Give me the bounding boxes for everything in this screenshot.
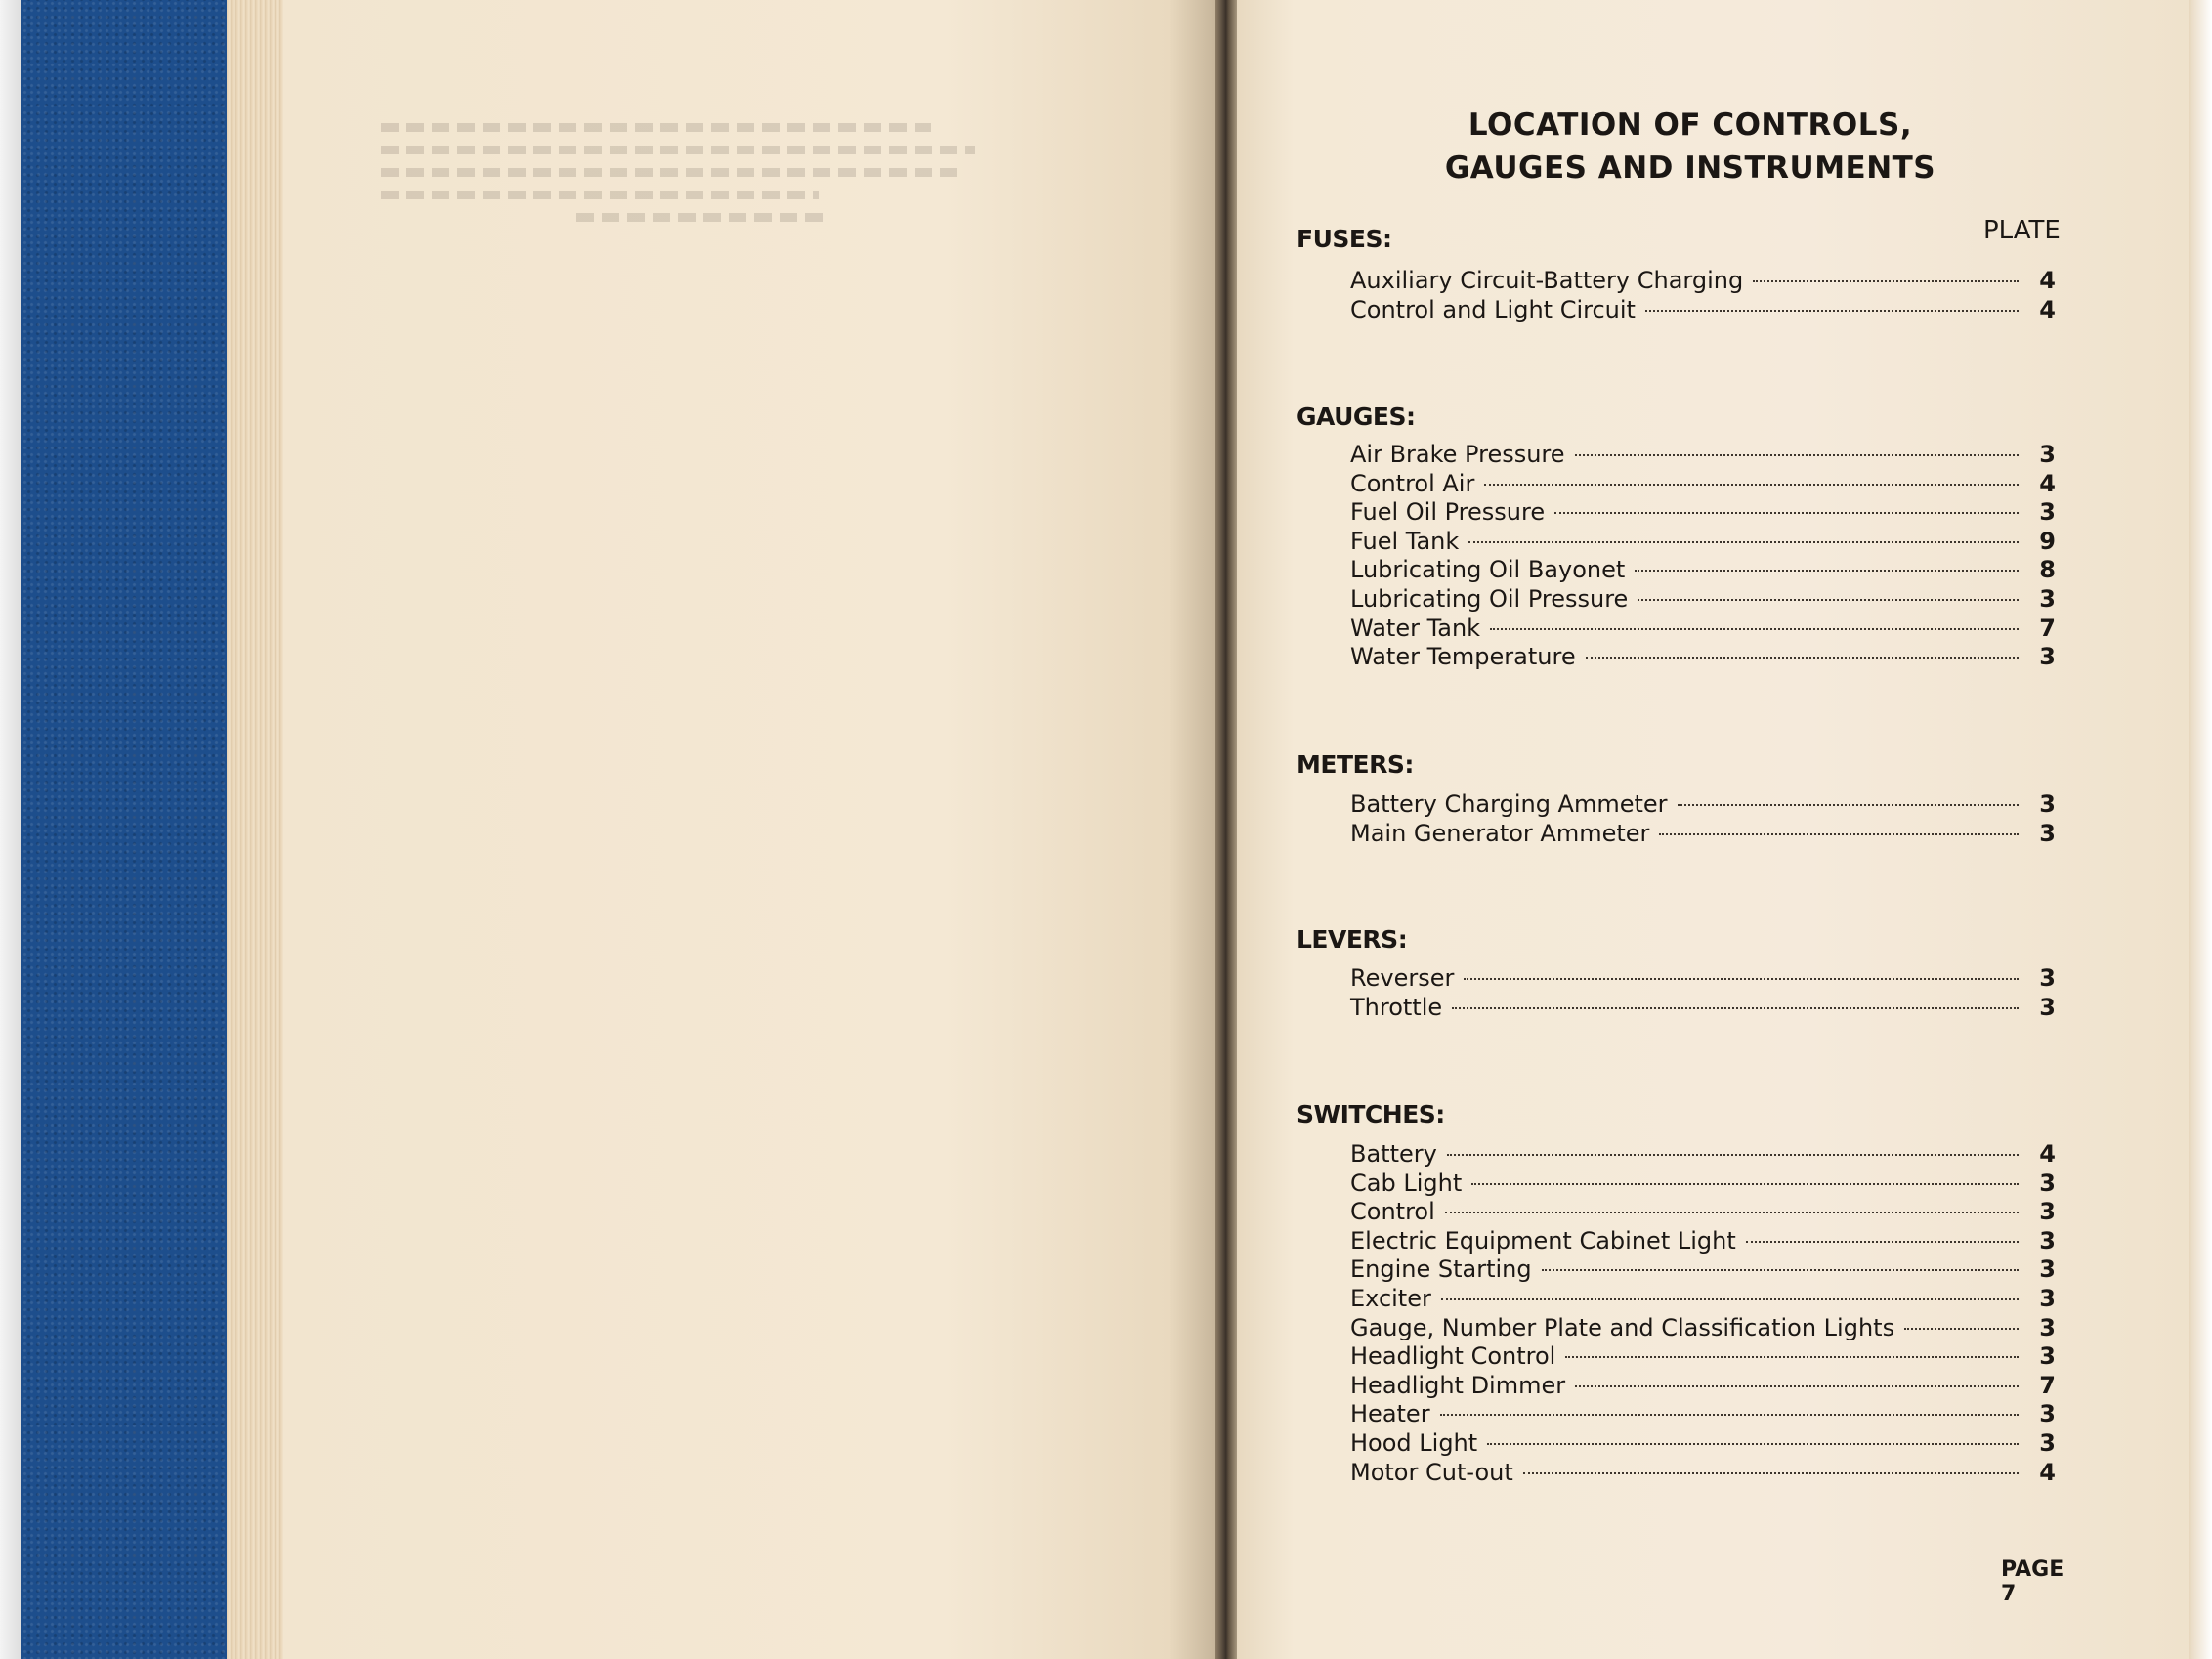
dot-leader: [1746, 1241, 2019, 1243]
dot-leader: [1753, 280, 2019, 282]
plate-number: 3: [2039, 1285, 2056, 1312]
plate-number: 3: [2039, 993, 2056, 1021]
dot-leader: [1468, 541, 2019, 543]
page-title-line2: GAUGES AND INSTRUMENTS: [1444, 150, 1936, 186]
item-name: Main Generator Ammeter: [1350, 819, 1650, 847]
dot-leader: [1471, 1183, 2019, 1185]
plate-number: 3: [2039, 498, 2056, 527]
plate-number: 3: [2039, 585, 2056, 613]
item-name: Engine Starting: [1350, 1255, 1532, 1284]
index-row: [1350, 1255, 2056, 1284]
dot-leader: [1678, 804, 2019, 806]
index-row: [1350, 440, 2056, 469]
section-heading: FUSES:: [1297, 225, 1392, 253]
dot-leader: [1523, 1472, 2019, 1474]
item-name: Fuel Oil Pressure: [1350, 498, 1546, 527]
dot-leader: [1440, 1414, 2019, 1416]
item-name: Heater: [1350, 1400, 1430, 1428]
item-name: Lubricating Oil Pressure: [1350, 585, 1629, 613]
item-name: Throttle: [1350, 993, 1443, 1021]
dot-leader: [1586, 657, 2019, 659]
index-row: [1350, 993, 2056, 1022]
item-name: Water Temperature: [1350, 643, 1576, 671]
index-row: [1350, 1139, 2056, 1169]
section-heading: LEVERS:: [1297, 925, 1408, 954]
dot-leader: [1441, 1298, 2019, 1300]
item-name: Reverser: [1350, 964, 1455, 992]
section-heading: GAUGES:: [1297, 403, 1416, 431]
index-row: [1350, 1313, 2056, 1342]
dot-leader: [1638, 599, 2019, 601]
plate-number: 4: [2039, 267, 2056, 294]
dot-leader: [1464, 978, 2019, 980]
dot-leader: [1659, 833, 2019, 835]
dot-leader: [1575, 454, 2019, 456]
plate-column-header: PLATE: [1983, 216, 2061, 245]
index-row: [1350, 789, 2056, 819]
scan-margin-right: [2189, 0, 2212, 1659]
dot-leader: [1484, 484, 2019, 486]
plate-number: 3: [2039, 441, 2056, 468]
index-row: [1350, 1458, 2056, 1487]
dot-leader: [1452, 1007, 2019, 1009]
index-row: [1350, 527, 2056, 556]
index-row: [1350, 1341, 2056, 1371]
plate-number: 7: [2039, 1371, 2056, 1399]
blue-cloth-cover: [21, 0, 236, 1659]
item-name: Air Brake Pressure: [1350, 441, 1565, 468]
plate-number: 4: [2039, 1458, 2056, 1486]
index-row: [1350, 819, 2056, 848]
index-row: [1350, 1399, 2056, 1428]
plate-number: 3: [2039, 1400, 2056, 1428]
index-row: [1350, 1284, 2056, 1313]
page-number: PAGE 7: [2001, 1557, 2064, 1606]
item-name: Exciter: [1350, 1285, 1431, 1312]
dot-leader: [1645, 310, 2019, 312]
section-heading: SWITCHES:: [1297, 1100, 1445, 1128]
page-title-line1: LOCATION OF CONTROLS,: [1468, 107, 1913, 143]
plate-number: 3: [2039, 1226, 2056, 1255]
index-row: [1350, 642, 2056, 671]
index-row: [1350, 555, 2056, 584]
plate-number: 3: [2039, 1255, 2056, 1284]
item-name: Headlight Dimmer: [1350, 1371, 1566, 1399]
index-row: [1350, 266, 2056, 295]
section-heading: METERS:: [1297, 750, 1414, 779]
plate-number: 3: [2039, 1342, 2056, 1371]
dot-leader: [1635, 570, 2019, 572]
item-name: Control and Light Circuit: [1350, 295, 1636, 323]
dot-leader: [1490, 628, 2019, 630]
plate-number: 3: [2039, 643, 2056, 671]
item-name: Gauge, Number Plate and Classification Lights: [1350, 1313, 1895, 1341]
plate-number: 3: [2039, 1429, 2056, 1457]
item-name: Auxiliary Circuit-Battery Charging: [1350, 267, 1744, 294]
index-row: [1350, 469, 2056, 498]
plate-number: 3: [2039, 1198, 2056, 1226]
dot-leader: [1554, 512, 2019, 514]
dot-leader: [1447, 1154, 2019, 1156]
item-name: Battery Charging Ammeter: [1350, 790, 1668, 818]
book-gutter: [1215, 0, 1239, 1659]
dot-leader: [1575, 1385, 2019, 1387]
index-row: [1350, 584, 2056, 614]
item-name: Water Tank: [1350, 614, 1481, 642]
plate-number: 3: [2039, 790, 2056, 818]
plate-number: 3: [2039, 819, 2056, 847]
dot-leader: [1445, 1212, 2019, 1213]
dot-leader: [1565, 1356, 2019, 1358]
plate-number: 3: [2039, 964, 2056, 992]
dot-leader: [1487, 1443, 2019, 1445]
index-row: [1350, 614, 2056, 643]
index-row: [1350, 1197, 2056, 1226]
item-name: Control Air: [1350, 469, 1475, 497]
item-name: Lubricating Oil Bayonet: [1350, 556, 1626, 584]
dot-leader: [1542, 1269, 2019, 1271]
index-row: [1350, 1371, 2056, 1400]
index-row: [1350, 1169, 2056, 1198]
plate-number: 4: [2039, 469, 2056, 497]
item-name: Hood Light: [1350, 1429, 1478, 1457]
item-name: Electric Equipment Cabinet Light: [1350, 1226, 1736, 1255]
plate-number: 9: [2039, 527, 2056, 555]
item-name: Cab Light: [1350, 1169, 1463, 1197]
index-row: [1350, 295, 2056, 324]
item-name: Motor Cut-out: [1350, 1458, 1513, 1486]
plate-number: 4: [2039, 295, 2056, 323]
index-row: [1350, 1428, 2056, 1458]
item-name: Control: [1350, 1198, 1435, 1226]
plate-number: 7: [2039, 614, 2056, 642]
item-name: Fuel Tank: [1350, 527, 1460, 555]
plate-number: 4: [2039, 1140, 2056, 1168]
item-name: Battery: [1350, 1140, 1437, 1168]
index-row: [1350, 963, 2056, 993]
index-row: [1350, 1226, 2056, 1255]
plate-number: 3: [2039, 1169, 2056, 1197]
plate-number: 8: [2039, 556, 2056, 584]
plate-number: 3: [2039, 1313, 2056, 1341]
item-name: Headlight Control: [1350, 1342, 1556, 1371]
bleed-through-text: [381, 109, 1006, 276]
dot-leader: [1904, 1328, 2019, 1330]
index-row: [1350, 497, 2056, 527]
